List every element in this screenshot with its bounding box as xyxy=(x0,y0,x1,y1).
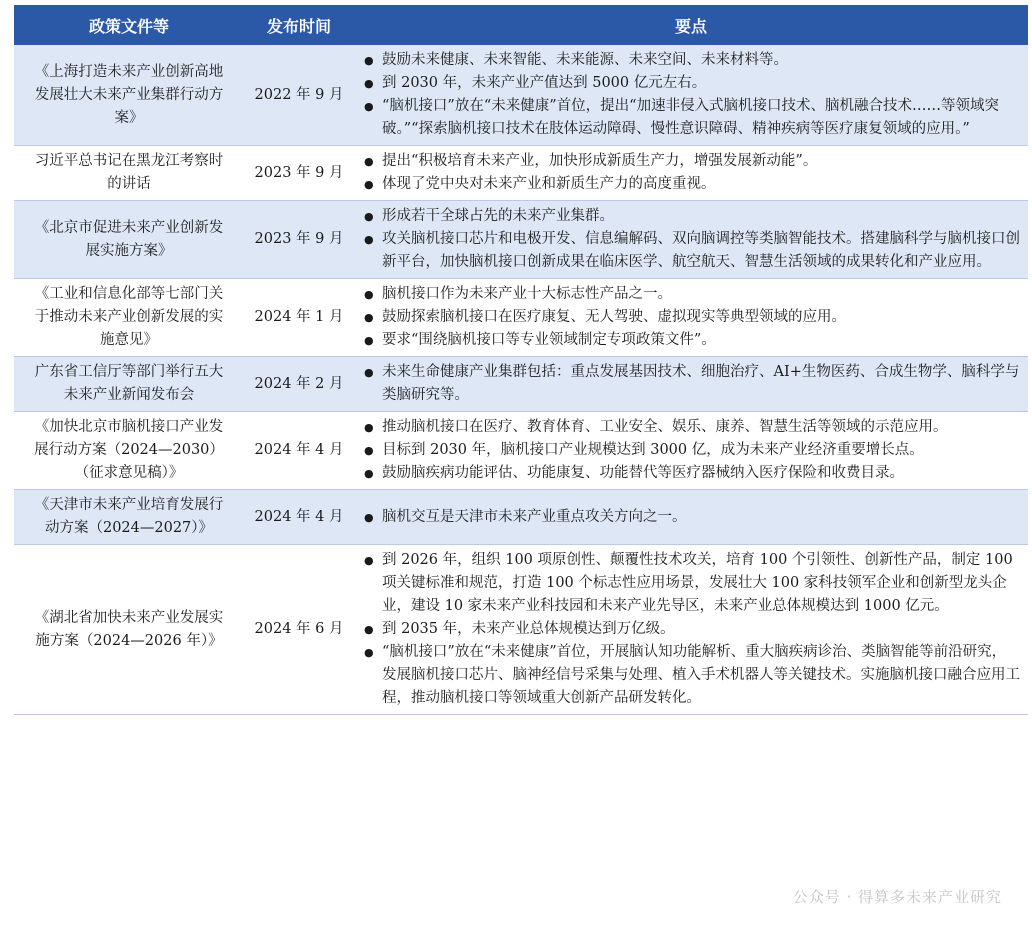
key-point-item: ● 到 2035 年，未来产业总体规模达到万亿级。 xyxy=(358,618,1020,641)
key-points xyxy=(354,279,1028,357)
release-date: 2023 年 9 月 xyxy=(244,201,354,279)
key-points-list xyxy=(358,506,1020,529)
key-points-list xyxy=(358,205,1020,274)
policy-document: 《加快北京市脑机接口产业发展行动方案（2024—2030）（征求意见稿）》 xyxy=(14,412,244,490)
table-row xyxy=(14,545,1028,715)
policy-document: 《湖北省加快未来产业发展实施方案（2024—2026 年）》 xyxy=(14,545,244,715)
release-date: 2024 年 1 月 xyxy=(244,279,354,357)
key-points xyxy=(354,45,1028,146)
table-row xyxy=(14,201,1028,279)
key-points-list xyxy=(358,49,1020,141)
header-row xyxy=(14,5,1028,45)
key-points-list xyxy=(358,416,1020,485)
key-point-item: ● “脑机接口”放在“未来健康”首位，开展脑认知功能解析、重大脑疾病诊治、类脑智能等前沿研究，发展脑机接口芯片、脑神经信号采集与处理、植入手术机器人等关键技术。实施脑机接口融合应用工程，推动脑机接口等领域重大创新产品研发转化。 xyxy=(358,641,1020,710)
release-date: 2024 年 4 月 xyxy=(244,490,354,545)
key-points-list xyxy=(358,549,1020,710)
policy-document: 《上海打造未来产业创新高地发展壮大未来产业集群行动方案》 xyxy=(14,45,244,146)
policy-document: 《天津市未来产业培育发展行动方案（2024—2027）》 xyxy=(14,490,244,545)
header-points: 要点 xyxy=(354,5,1028,45)
release-date: 2023 年 9 月 xyxy=(244,146,354,201)
key-points-list xyxy=(358,150,1020,196)
header-document: 政策文件等 xyxy=(14,5,244,45)
release-date: 2024 年 4 月 xyxy=(244,412,354,490)
key-point-item: ● 体现了党中央对未来产业和新质生产力的高度重视。 xyxy=(358,173,1020,196)
policy-document: 《工业和信息化部等七部门关于推动未来产业创新发展的实施意见》 xyxy=(14,279,244,357)
key-point-item: ● 目标到 2030 年，脑机接口产业规模达到 3000 亿，成为未来产业经济重要增长点。 xyxy=(358,439,1020,462)
key-points xyxy=(354,545,1028,715)
policy-document: 《北京市促进未来产业创新发展实施方案》 xyxy=(14,201,244,279)
key-point-item: ● “脑机接口”放在“未来健康”首位，提出“加速非侵入式脑机接口技术、脑机融合技术……等领域突破。”“探索脑机接口技术在肢体运动障碍、慢性意识障碍、精神疾病等医疗康复领域的应用。” xyxy=(358,95,1020,141)
release-date: 2024 年 2 月 xyxy=(244,357,354,412)
key-point-item: ● 鼓励探索脑机接口在医疗康复、无人驾驶、虚拟现实等典型领域的应用。 xyxy=(358,306,1020,329)
table-row xyxy=(14,357,1028,412)
release-date: 2022 年 9 月 xyxy=(244,45,354,146)
key-points xyxy=(354,490,1028,545)
key-point-item: ● 推动脑机接口在医疗、教育体育、工业安全、娱乐、康养、智慧生活等领域的示范应用。 xyxy=(358,416,1020,439)
table-body xyxy=(14,45,1028,715)
key-point-item: ● 到 2030 年，未来产业产值达到 5000 亿元左右。 xyxy=(358,72,1020,95)
key-point-item: ● 提出“积极培育未来产业，加快形成新质生产力，增强发展新动能”。 xyxy=(358,150,1020,173)
release-date: 2024 年 6 月 xyxy=(244,545,354,715)
key-point-item: ● 鼓励未来健康、未来智能、未来能源、未来空间、未来材料等。 xyxy=(358,49,1020,72)
table-row xyxy=(14,490,1028,545)
key-points xyxy=(354,412,1028,490)
policy-document: 广东省工信厅等部门举行五大未来产业新闻发布会 xyxy=(14,357,244,412)
policy-document: 习近平总书记在黑龙江考察时的讲话 xyxy=(14,146,244,201)
key-point-item: ● 脑机接口作为未来产业十大标志性产品之一。 xyxy=(358,283,1020,306)
key-point-item: ● 脑机交互是天津市未来产业重点攻关方向之一。 xyxy=(358,506,1020,529)
key-point-item: ● 形成若干全球占先的未来产业集群。 xyxy=(358,205,1020,228)
key-point-item: ● 攻关脑机接口芯片和电极开发、信息编解码、双向脑调控等类脑智能技术。搭建脑科学与脑机接口创新平台，加快脑机接口创新成果在临床医学、航空航天、智慧生活领域的成果转化和产业应用。 xyxy=(358,228,1020,274)
key-point-item: ● 要求“围绕脑机接口等专业领域制定专项政策文件”。 xyxy=(358,329,1020,352)
watermark: 公众号 · 得算多未来产业研究 xyxy=(792,888,1002,906)
key-points-list xyxy=(358,361,1020,407)
key-points xyxy=(354,357,1028,412)
table-row xyxy=(14,45,1028,146)
table-row xyxy=(14,279,1028,357)
header-date: 发布时间 xyxy=(244,5,354,45)
key-point-item: ● 鼓励脑疾病功能评估、功能康复、功能替代等医疗器械纳入医疗保险和收费目录。 xyxy=(358,462,1020,485)
key-points xyxy=(354,201,1028,279)
key-points-list xyxy=(358,283,1020,352)
table-row xyxy=(14,146,1028,201)
key-points xyxy=(354,146,1028,201)
table-row xyxy=(14,412,1028,490)
policy-table xyxy=(14,5,1028,715)
key-point-item: ● 未来生命健康产业集群包括：重点发展基因技术、细胞治疗、AI+生物医药、合成生物学、脑科学与类脑研究等。 xyxy=(358,361,1020,407)
key-point-item: ● 到 2026 年，组织 100 项原创性、颠覆性技术攻关，培育 100 个引领性、创新性产品，制定 100 项关键标准和规范，打造 100 个标志性应用场景，发展壮大 100 家科技领军企业和创新型龙头企业，建设 10 家未来产业科技园和未来产业先导区，未来产业总体规模达到 1000 亿元。 xyxy=(358,549,1020,618)
